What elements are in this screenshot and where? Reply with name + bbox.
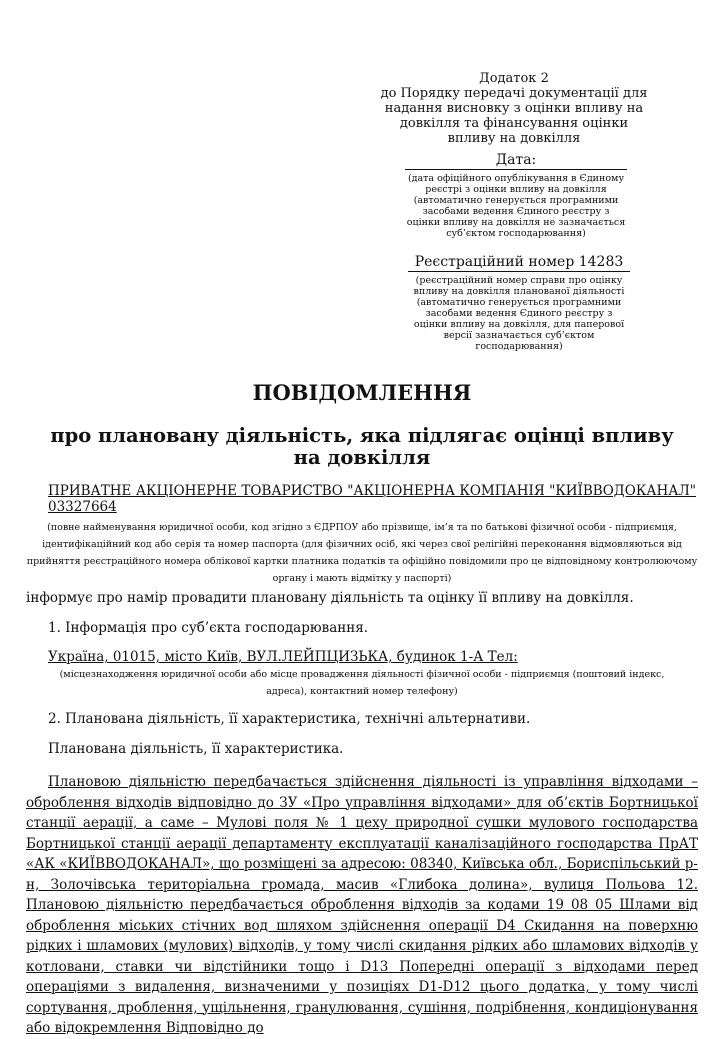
registration-number: Реєстраційний номер 14283 bbox=[408, 254, 630, 272]
appendix-header: Додаток 2 до Порядку передачі документації для надання висновку з оцінки впливу на довкілля та фінансування оцінки впливу на довкілля bbox=[380, 71, 648, 146]
date-block bbox=[405, 152, 627, 239]
organization-name: ПРИВАТНЕ АКЦІОНЕРНЕ ТОВАРИСТВО "АКЦІОНЕРНА КОМПАНІЯ "КИЇВВОДОКАНАЛ" 03327664 bbox=[48, 483, 696, 515]
informs-statement: інформує про намір провадити плановану діяльність та оцінку її впливу на довкілля. bbox=[26, 590, 634, 606]
document-subtitle: про плановану діяльність, яка підлягає оцінці впливу на довкілля bbox=[50, 424, 674, 469]
date-label: Дата: bbox=[405, 152, 627, 170]
registration-note: (реєстраційний номер справи про оцінку впливу на довкілля планованої діяльності (автоматично генерується програмними засобами ведення Єдиного реєстру з оцінки впливу на довкілля, для паперової версії зазначається суб’єктом господарювання) bbox=[413, 275, 625, 352]
organization-note: (повне найменування юридичної особи, код згідно з ЄДРПОУ або прізвище, ім’я та по батькові фізичної особи - підприємця, ідентифікаційний код або серія та номер паспорта (для фізичних осіб, які через свої релігійні переконання відмовляються від прийняття реєстраційного номера облікової картки платника податків та офіційно повідомили про це відповідному контролюючому органу і мають відмітку у паспорті) bbox=[26, 522, 698, 584]
registration-block bbox=[408, 254, 630, 352]
date-note: (дата офіційного опублікування в Єдиному реєстрі з оцінки впливу на довкілля (автоматично генерується програмними засобами ведення Єдиного реєстру з оцінки впливу на довкілля не зазначається суб’єктом господарювання) bbox=[406, 173, 626, 239]
planned-activity-body: Плановою діяльністю передбачається здійснення діяльності із управління відходами – оброблення відходів відповідно до ЗУ «Про управління відходами» для об’єктів Бортницької станції аерації, а саме – Мулові поля № 1 цеху природної сушки мулового господарства Бортницької станції аерації департаменту експлуатації каналізаційного господарства ПрАТ «АК «КИЇВВОДОКАНАЛ», що розміщені за адресою: 08340, Київська обл., Бориспільський р-н, Золочівська територіальна громада, масив «Глибока долина», вулиця Польова 12. Плановою діяльністю передбачається оброблення відходів за кодами 19 08 05 Шлами від оброблення міських стічних вод шляхом здійснення операції D4 Скидання на поверхню рідких і шламових (мулових) відходів, у тому числі скидання рідких або шламових відходів у котловани, ставки чи відстійники тощо і D13 Попередні операції з відходами перед операціями з видалення, визначеними у позиціях D1-D12 цього додатка, у тому числі сортування, дроблення, ущільнення, гранулювання, сушіння, подрібнення, кондиціонування або відокремлення Відповідно до bbox=[26, 774, 698, 1036]
address-note: (місцезнаходження юридичної особи або місце провадження діяльності фізичної особи - підприємця (поштовий індекс, адреса), контактний номер телефону) bbox=[59, 669, 665, 697]
section-1-heading: 1. Інформація про суб’єкта господарювання. bbox=[48, 620, 369, 636]
organization-address: Україна, 01015, місто Київ, ВУЛ.ЛЕЙПЦИЗЬКА, будинок 1-А Тел: bbox=[48, 649, 518, 665]
section-2-heading: 2. Планована діяльність, її характеристика, технічні альтернативи. bbox=[48, 711, 531, 727]
planned-activity-heading: Планована діяльність, її характеристика. bbox=[48, 741, 344, 757]
document-title: ПОВІДОМЛЕННЯ bbox=[252, 380, 472, 405]
